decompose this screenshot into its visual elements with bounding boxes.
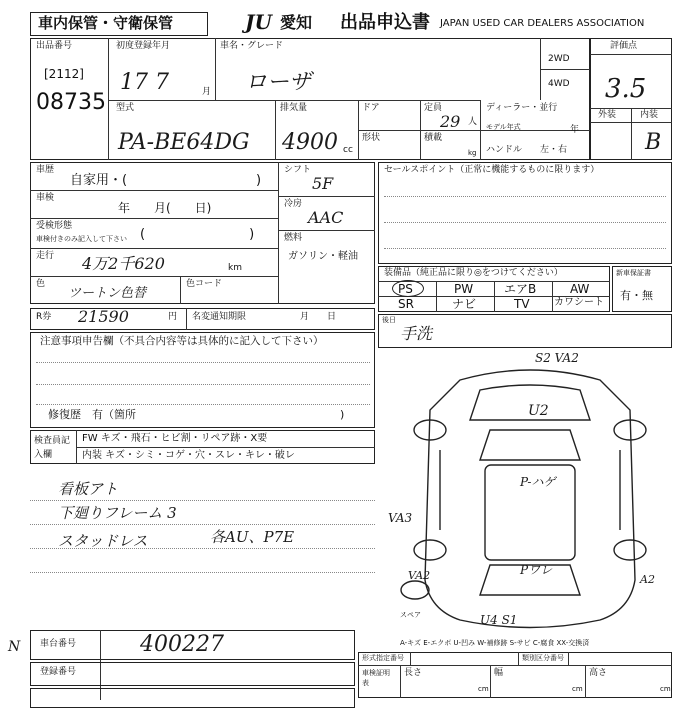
fuel-label: 燃料 xyxy=(284,233,303,243)
colorcode-label: 色コード xyxy=(186,279,223,289)
hand-note-3: スタッドレス xyxy=(58,532,148,550)
int-value: B xyxy=(645,130,662,155)
dealer-label: ディーラー・並行 xyxy=(486,103,558,113)
equip-label: 装備品（純正品に限り◎をつけてください） xyxy=(384,268,563,278)
equip-navi: ナビ xyxy=(452,297,477,311)
chassis-value: 400227 xyxy=(140,632,224,657)
fuel-value: ガソリン・軽油 xyxy=(288,251,358,262)
disp-value: 4900 xyxy=(282,130,338,155)
ext-label: 外装 xyxy=(598,110,617,120)
name-label: 車名・グレード xyxy=(220,41,284,51)
regno-label: 登録番号 xyxy=(40,667,77,677)
warranty-label: 新車保証書 xyxy=(616,269,651,277)
handle-label: ハンドル xyxy=(486,145,523,155)
mark-u4-s1: U4 S1 xyxy=(480,613,518,627)
regno-row xyxy=(30,662,355,686)
chassis-label: 車台番号 xyxy=(40,639,77,649)
color-value: ツートン色替 xyxy=(68,286,147,301)
sales-label: セールスポイント（正常に機能するものに限ります） xyxy=(384,165,600,175)
disp-label: 排気量 xyxy=(280,103,308,113)
history-label: 車歴 xyxy=(36,165,55,175)
equip-ps: PS xyxy=(398,282,413,296)
storage-label: 車内保管・守衛保管 xyxy=(38,14,174,32)
ps-circle xyxy=(392,280,424,297)
rear-value: 手洗 xyxy=(400,324,433,343)
assoc-name: JAPAN USED CAR DEALERS ASSOCIATION xyxy=(440,18,645,29)
history-close: ) xyxy=(256,173,262,188)
notice-value: 月 日 xyxy=(300,312,337,322)
mark-va2-left: VA2 xyxy=(408,569,431,582)
spare-label: スペア xyxy=(400,611,421,619)
receive-label: 受検形態 xyxy=(36,221,73,231)
damage-legend: A-キズ E-エクボ U-凹み W-補修跡 S-サビ C-腐食 XX-交換済 xyxy=(400,639,590,647)
mileage-value: 4万2千620 xyxy=(82,254,165,273)
car-diagram xyxy=(380,350,680,640)
mark-u2: U2 xyxy=(528,403,549,419)
inspect-value: 年 月( 日) xyxy=(118,201,212,215)
width-label: 幅 xyxy=(494,668,504,678)
equip-airbag: エアB xyxy=(504,282,537,296)
form-title: 出品申込書 xyxy=(340,12,430,33)
height-unit: cm xyxy=(660,685,671,693)
model-value: PA-BE64DG xyxy=(118,130,250,155)
reg-month: 月 xyxy=(202,87,212,97)
checker-row1: FW キズ・飛石・ヒビ割・リペア跡・X要 xyxy=(82,433,268,444)
height-label: 高さ xyxy=(589,668,608,678)
mark-va3: VA3 xyxy=(388,511,413,525)
notes-label: 注意事項申告欄（不具合内容等は具体的に記入して下さい） xyxy=(40,335,324,347)
equip-aw: AW xyxy=(570,282,590,296)
bottom-cut-row xyxy=(30,688,355,708)
load-unit: kg xyxy=(468,149,477,157)
grade-value: 3.5 xyxy=(605,74,647,104)
mark-a2: A2 xyxy=(640,573,655,586)
hand-note-2: 下廻りフレーム 3 xyxy=(58,504,177,522)
class-no-label: 類別区分番号 xyxy=(522,654,564,662)
ju-logo: JU xyxy=(245,10,272,34)
width-unit: cm xyxy=(572,685,583,693)
cap-value: 29 xyxy=(440,112,461,131)
margin-mark: N xyxy=(8,639,21,655)
reg-value: 17 7 xyxy=(120,70,169,95)
door-label: ドア xyxy=(362,103,380,113)
spec-label: 車検証明表 xyxy=(362,669,390,687)
hand-note-1: 看板アト xyxy=(58,480,119,498)
shape-label: 形状 xyxy=(362,133,381,143)
equip-leather: カワシート xyxy=(554,297,604,308)
cap-label: 定員 xyxy=(424,103,443,113)
checker-label: 検査員記入欄 xyxy=(34,436,71,460)
mark-p-ware: Pワレ xyxy=(520,563,553,577)
repair-close: ) xyxy=(340,408,345,421)
cap-unit: 人 xyxy=(468,117,478,127)
drive-4wd: 4WD xyxy=(548,79,570,89)
model-year-label: モデル年式 xyxy=(486,123,521,131)
load-label: 積載 xyxy=(424,133,443,143)
recycle-yen: 円 xyxy=(168,312,178,322)
hand-note-4: 各AU、P7E xyxy=(210,528,295,546)
length-unit: cm xyxy=(478,685,489,693)
color-label: 色 xyxy=(36,279,46,289)
recycle-label: R券 xyxy=(36,312,52,322)
drive-2wd: 2WD xyxy=(548,54,570,64)
form-no-label: 形式指定番号 xyxy=(362,654,404,662)
recycle-value: 21590 xyxy=(78,307,129,326)
mark-s2-va2: S2 VA2 xyxy=(535,351,579,365)
history-value: 自家用・( xyxy=(70,173,128,188)
equip-tv: TV xyxy=(514,297,530,311)
mileage-unit: km xyxy=(228,263,242,273)
repair-label: 修復歴 有（箇所 xyxy=(48,408,136,421)
lot-code: [2112] xyxy=(44,67,84,81)
receive-paren: ( ) xyxy=(140,227,255,242)
year-unit: 年 xyxy=(570,125,580,135)
grade-label: 評価点 xyxy=(610,41,638,51)
notice-label: 名変通知期限 xyxy=(192,312,247,322)
inspect-label: 車検 xyxy=(36,193,55,203)
model-label: 型式 xyxy=(116,103,135,113)
lot-number: 08735 xyxy=(36,90,106,115)
reg-label: 初度登録年月 xyxy=(116,41,171,51)
int-label: 内装 xyxy=(640,110,659,120)
ac-label: 冷房 xyxy=(284,199,303,209)
warranty-options: 有・無 xyxy=(620,289,653,302)
ac-value: AAC xyxy=(308,208,344,227)
name-value: ローザ xyxy=(245,70,312,95)
shift-value: 5F xyxy=(312,174,334,193)
lot-label: 出品番号 xyxy=(36,41,73,51)
disp-unit: cc xyxy=(343,145,353,155)
mark-p-hage: P-ハゲ xyxy=(520,475,556,489)
checker-row2: 内装 キズ・シミ・コゲ・穴・スレ・キレ・破レ xyxy=(82,450,295,461)
receive-note: 車検付きのみ記入して下さい xyxy=(36,235,127,243)
shift-label: シフト xyxy=(284,165,312,175)
equip-sr: SR xyxy=(398,297,414,311)
equip-pw: PW xyxy=(454,282,474,296)
org-name: 愛知 xyxy=(280,13,313,32)
mileage-label: 走行 xyxy=(36,251,55,261)
rear-label: 後日 xyxy=(382,316,396,324)
length-label: 長さ xyxy=(404,668,423,678)
handle-options: 左・右 xyxy=(540,145,568,155)
